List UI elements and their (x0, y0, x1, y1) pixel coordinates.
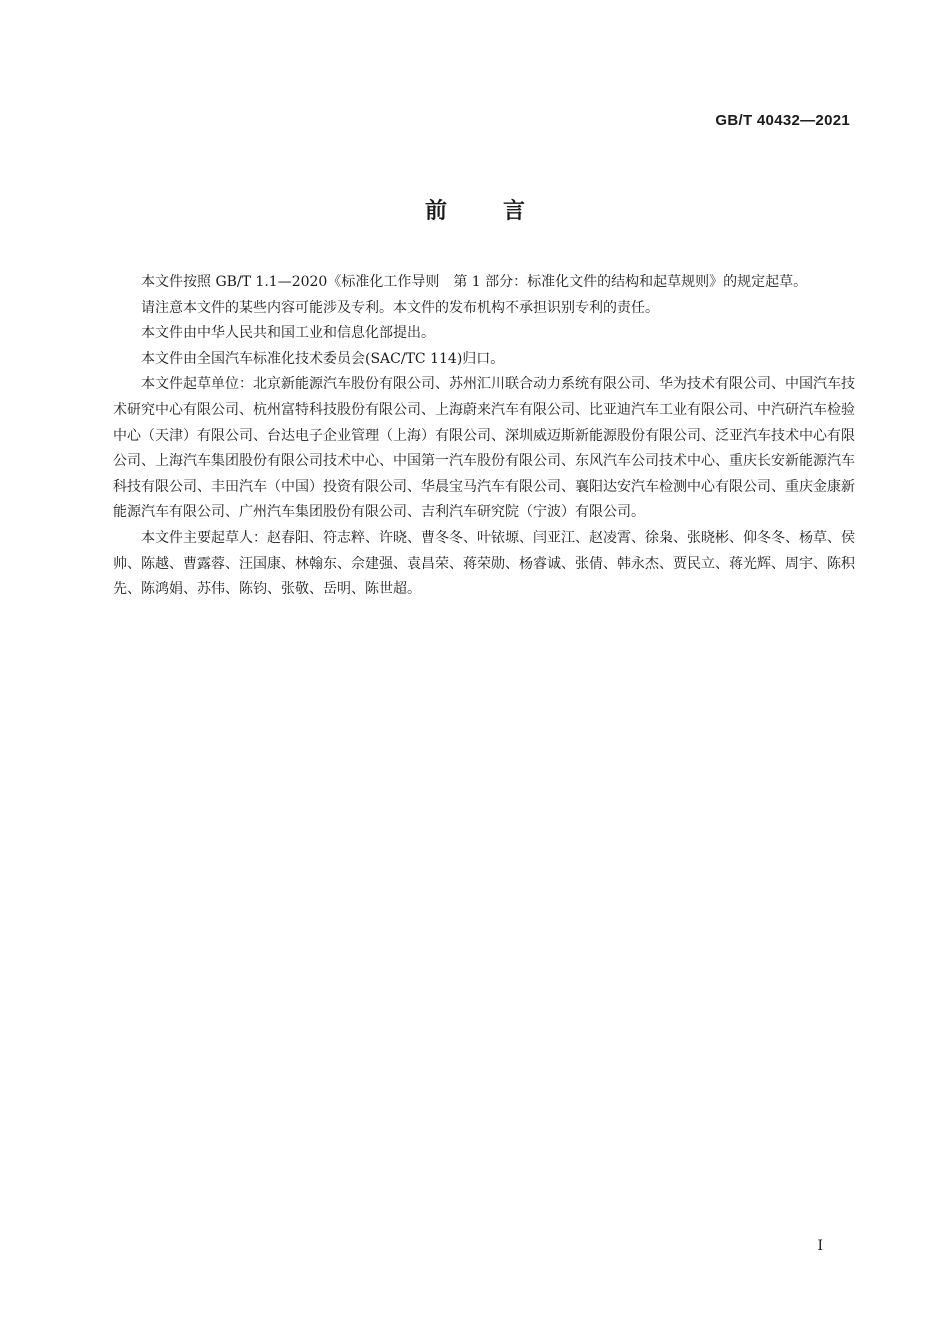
paragraph-drafting-rules: 本文件按照 GB/T 1.1—2020《标准化工作导则 第 1 部分：标准化文件的结构和起草规则》的规定起草。 (141, 274, 808, 290)
paragraph-drafters: 本文件主要起草人：赵春阳、符志粹、许晓、曹冬冬、叶铱塬、闫亚江、赵凌霄、徐枭、张晓彬、仰冬冬、杨草、侯帅、陈越、曹露蓉、汪国康、林翰东、佘建强、袁昌荣、蒋荣勋、杨睿诚、张倩、韩永杰、贾民立、蒋光辉、周宇、陈积先、陈鸿娟、苏伟、陈钧、张敬、岳明、陈世超。 (113, 529, 855, 598)
paragraph-proposer: 本文件由中华人民共和国工业和信息化部提出。 (141, 325, 435, 342)
paragraph-drafting-organizations: 本文件起草单位：北京新能源汽车股份有限公司、苏州汇川联合动力系统有限公司、华为技术有限公司、中国汽车技术研究中心有限公司、杭州富特科技股份有限公司、上海蔚来汽车有限公司、比亚迪汽车工业有限公司、中汽研汽车检验中心（天津）有限公司、台达电子企业管理（上海）有限公司、深圳威迈斯新能源股份有限公司、泛亚汽车技术中心有限公司、上海汽车集团股份有限公司技术中心、中国第一汽车股份有限公司、东风汽车公司技术中心、重庆长安新能源汽车科技有限公司、丰田汽车（中国）投资有限公司、华晨宝马汽车有限公司、襄阳达安汽车检测中心有限公司、重庆金康新能源汽车有限公司、广州汽车集团股份有限公司、吉利汽车研究院（宁波）有限公司。 (113, 376, 855, 521)
page-title: 前言 (424, 199, 581, 224)
paragraph-technical-committee: 本文件由全国汽车标准化技术委员会(SAC/TC 114)归口。 (141, 350, 505, 367)
page-number: I (817, 1238, 823, 1254)
foreword-body (113, 270, 855, 603)
paragraph-patent-notice: 请注意本文件的某些内容可能涉及专利。本文件的发布机构不承担识别专利的责任。 (141, 299, 659, 316)
standard-number: GB/T 40432—2021 (715, 112, 850, 129)
